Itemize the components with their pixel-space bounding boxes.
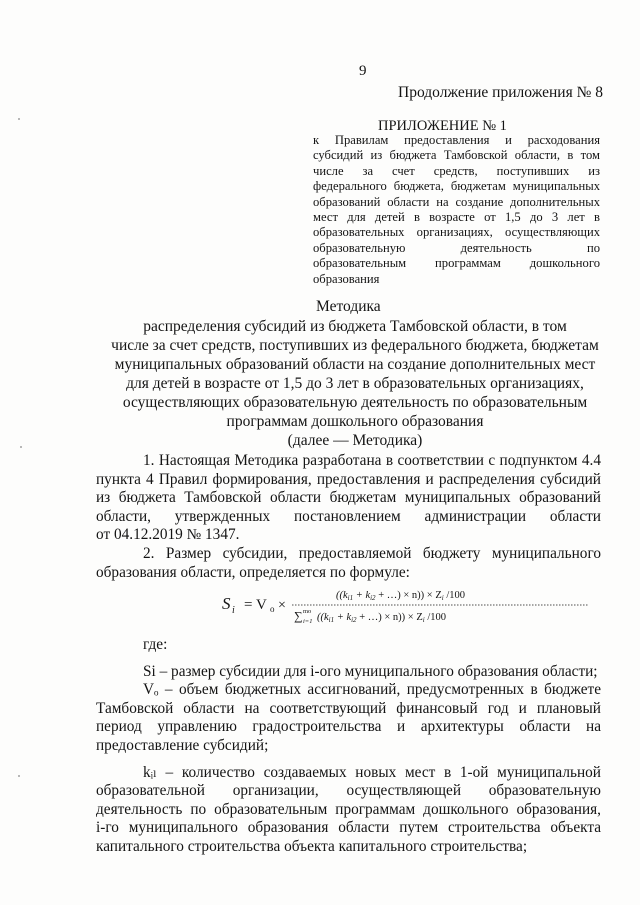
paragraph-line: области, утвержденных постановлением администрации области bbox=[96, 507, 601, 525]
definition-ki-line: деятельность по образовательным программам дошкольного образования, bbox=[96, 800, 601, 818]
paragraph-line: от 04.12.2019 № 1347. bbox=[96, 526, 240, 544]
method-subtitle-line: распределения субсидий из бюджета Тамбовской области, в том bbox=[143, 318, 567, 335]
method-subtitle bbox=[105, 317, 605, 450]
den-sup: mo bbox=[303, 608, 312, 615]
method-subtitle-line: (далее — Методика) bbox=[287, 432, 423, 449]
paragraph-line: образования области, определяется по формуле: bbox=[96, 563, 410, 581]
den-p0: ((k bbox=[317, 612, 329, 623]
paragraph-line: из бюджета Тамбовской области бюджетам муниципальных образований bbox=[96, 489, 601, 507]
definitions bbox=[96, 636, 601, 857]
den-p3: i2 bbox=[351, 616, 357, 624]
num-p3: + …) × n)) × Z bbox=[375, 590, 442, 601]
method-title: Методика bbox=[316, 298, 381, 315]
scan-speck bbox=[18, 118, 20, 120]
appendix-line: числе за счет средств, поступивших из bbox=[313, 163, 600, 178]
num-p5: /100 bbox=[443, 590, 465, 601]
num-p1: + k bbox=[353, 590, 371, 601]
den-p2: + k bbox=[334, 612, 352, 623]
num-p4: i bbox=[441, 594, 444, 602]
definition-si: Si – размер субсидии для i-ого муниципального образования области; bbox=[143, 662, 598, 680]
definition-ki-line: образовательной организации, осуществляющей образовательную bbox=[96, 782, 601, 800]
scan-speck bbox=[18, 775, 20, 777]
definition-vo-line: предоставление субсидий; bbox=[96, 736, 269, 754]
den-p4: + …) × n)) × Z bbox=[356, 612, 423, 623]
appendix-line: мест для детей в возрасте от 1,5 до 3 лет в bbox=[313, 210, 600, 225]
appendix-line: образовательным программам дошкольного bbox=[313, 256, 600, 271]
definition-vo-line: Vₒ – объем бюджетных ассигнований, предусмотренных в бюджете bbox=[143, 681, 601, 699]
appendix-line: федерального бюджета, бюджетам муниципальных bbox=[313, 179, 600, 194]
formula-lhs-sub: i bbox=[232, 605, 235, 616]
formula-lhs: S bbox=[222, 594, 231, 613]
paragraph-line: 1. Настоящая Методика разработана в соответствии с подпунктом 4.4 bbox=[143, 452, 601, 469]
method-subtitle-line: программам дошкольного образования bbox=[226, 413, 484, 430]
paragraph-line: пункта 4 Правил формирования, предоставления и распределения субсидий bbox=[96, 470, 601, 488]
where-label: где: bbox=[143, 636, 168, 653]
appendix-line: образования bbox=[313, 271, 380, 286]
page-number: 9 bbox=[359, 63, 367, 79]
definition-vo-line: Тамбовской области на соответствующий финансовый год и плановый bbox=[96, 699, 601, 717]
num-p2: i2 bbox=[370, 594, 376, 602]
num-open: ((k bbox=[336, 590, 348, 601]
formula-numerator bbox=[336, 590, 465, 602]
formula-times: × bbox=[278, 598, 286, 613]
appendix-line: образований области на создание дополнительных bbox=[313, 194, 600, 209]
svg-text:((ki1 + ki2 + …) × n)) × Zi /1 bbox=[317, 612, 446, 624]
method-subtitle-line: осуществляющих образовательную деятельность по образовательным bbox=[122, 394, 588, 411]
den-p5: i bbox=[422, 616, 425, 624]
method-subtitle-line: числе за счет средств, поступивших из федерального бюджета, бюджетам bbox=[111, 337, 599, 354]
method-subtitle-line: для детей в возрасте от 1,5 до 3 лет в образовательных организациях, bbox=[126, 375, 584, 392]
formula-eq-sub: o bbox=[270, 604, 275, 614]
paragraph-1 bbox=[96, 452, 601, 582]
num-p0: i1 bbox=[347, 594, 354, 602]
appendix-line: к Правилам предоставления и расходования bbox=[313, 133, 600, 147]
definition-ki-line: капитального строительства объекта капитального строительства; bbox=[96, 837, 528, 855]
definition-ki-line: kᵢₗ – количество создаваемых новых мест в 1-ой муниципальной bbox=[143, 763, 601, 781]
continuation-header: Продолжение приложения № 8 bbox=[398, 84, 603, 101]
svg-text:((ki1 + ki2 + …) × n)) × Zi /1 bbox=[336, 590, 465, 602]
definition-ki-line: i-го муниципального образования области путем строительства объекта bbox=[96, 819, 601, 837]
appendix-line: субсидий из бюджета Тамбовской области, в том bbox=[313, 148, 600, 163]
paragraph-line: 2. Размер субсидии, предоставляемой бюджету муниципального bbox=[143, 544, 601, 562]
appendix-reference bbox=[313, 133, 600, 287]
method-subtitle-line: муниципальных образований области на создание дополнительных мест bbox=[114, 356, 596, 373]
definition-vo-line: период управлению градостроительства и архитектуры области на bbox=[96, 718, 601, 736]
subsidy-formula bbox=[218, 580, 598, 628]
appendix-line: образовательных организациях, осуществляющих bbox=[313, 225, 600, 240]
appendix-line: образовательную деятельность по bbox=[313, 240, 600, 255]
formula-denominator bbox=[294, 608, 446, 625]
den-p6: /100 bbox=[424, 612, 446, 623]
appendix-title: ПРИЛОЖЕНИЕ № 1 bbox=[378, 118, 507, 134]
den-sub: i=1 bbox=[303, 618, 313, 625]
den-sum: ∑ bbox=[294, 609, 303, 623]
scan-speck bbox=[20, 446, 22, 448]
formula-eq: = V bbox=[244, 597, 267, 613]
den-p1: i1 bbox=[328, 616, 335, 624]
